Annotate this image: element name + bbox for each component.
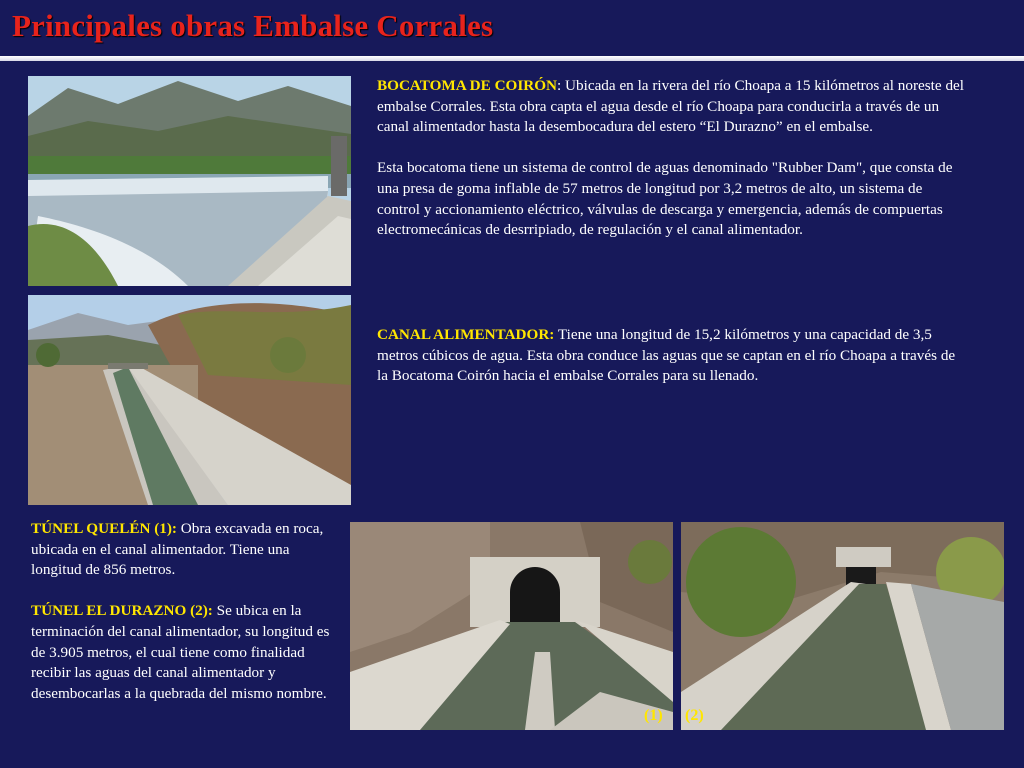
canal-description [377,325,967,407]
caption-one: (1) [644,707,663,724]
bocatoma-photo [28,76,351,286]
tunel-quelen-text: Obra excavada en roca, ubicada en el canal alimentador. Tiene una longitud de 856 metros. [31,520,324,579]
canal-heading: CANAL ALIMENTADOR: [377,326,555,343]
bocatoma-heading: BOCATOMA DE COIRÓN [377,77,558,94]
title-divider [0,56,1024,61]
page-title: Principales obras Embalse Corrales [12,8,494,43]
canal-text: Tiene una longitud de 15,2 kilómetros y una capacidad de 3,5 metros cúbicos de agua. Esta obra conduce las aguas que se captan en el río Choapa a través de la Bocatoma Coirón hacia el embalse Corrales para su llenado. [377,326,956,385]
bocatoma-description [377,76,967,261]
tunel-durazno-text: Se ubica en la terminación del canal alimentador, su longitud es de 3.905 metros, el cual tiene como finalidad recibir las aguas del canal alimentador y desembocarlas a la quebrada del mismo nombre. [31,602,330,702]
tunel-durazno-heading: TÚNEL EL DURAZNO (2): [31,602,213,620]
tunel-quelen-photo [350,522,673,730]
bocatoma-text-1: : Ubicada en la rivera del río Choapa a 15 kilómetros al noreste del embalse Corrales. Esta obra capta el agua desde el río Choapa para conducirla a través de un canal alimentador hasta la desembocadura del estero “El Durazno” en el embalse. [377,77,964,136]
tunel-durazno-photo [681,522,1004,730]
tuneles-description [31,519,343,725]
caption-two: (2) [685,707,704,724]
bocatoma-text-2: Esta bocatoma tiene un sistema de control de aguas denominado "Rubber Dam", que consta de una presa de goma inflable de 57 metros de longitud por 3,2 metros de alto, un sistema de control y accionamiento eléctrico, válvulas de descarga y emergencia, además de compuertas electromecánicas de desrripiado, de regulación y el canal alimentador. [377,159,953,239]
canal-photo [28,295,351,505]
tunel-quelen-heading: TÚNEL QUELÉN (1): [31,520,177,537]
